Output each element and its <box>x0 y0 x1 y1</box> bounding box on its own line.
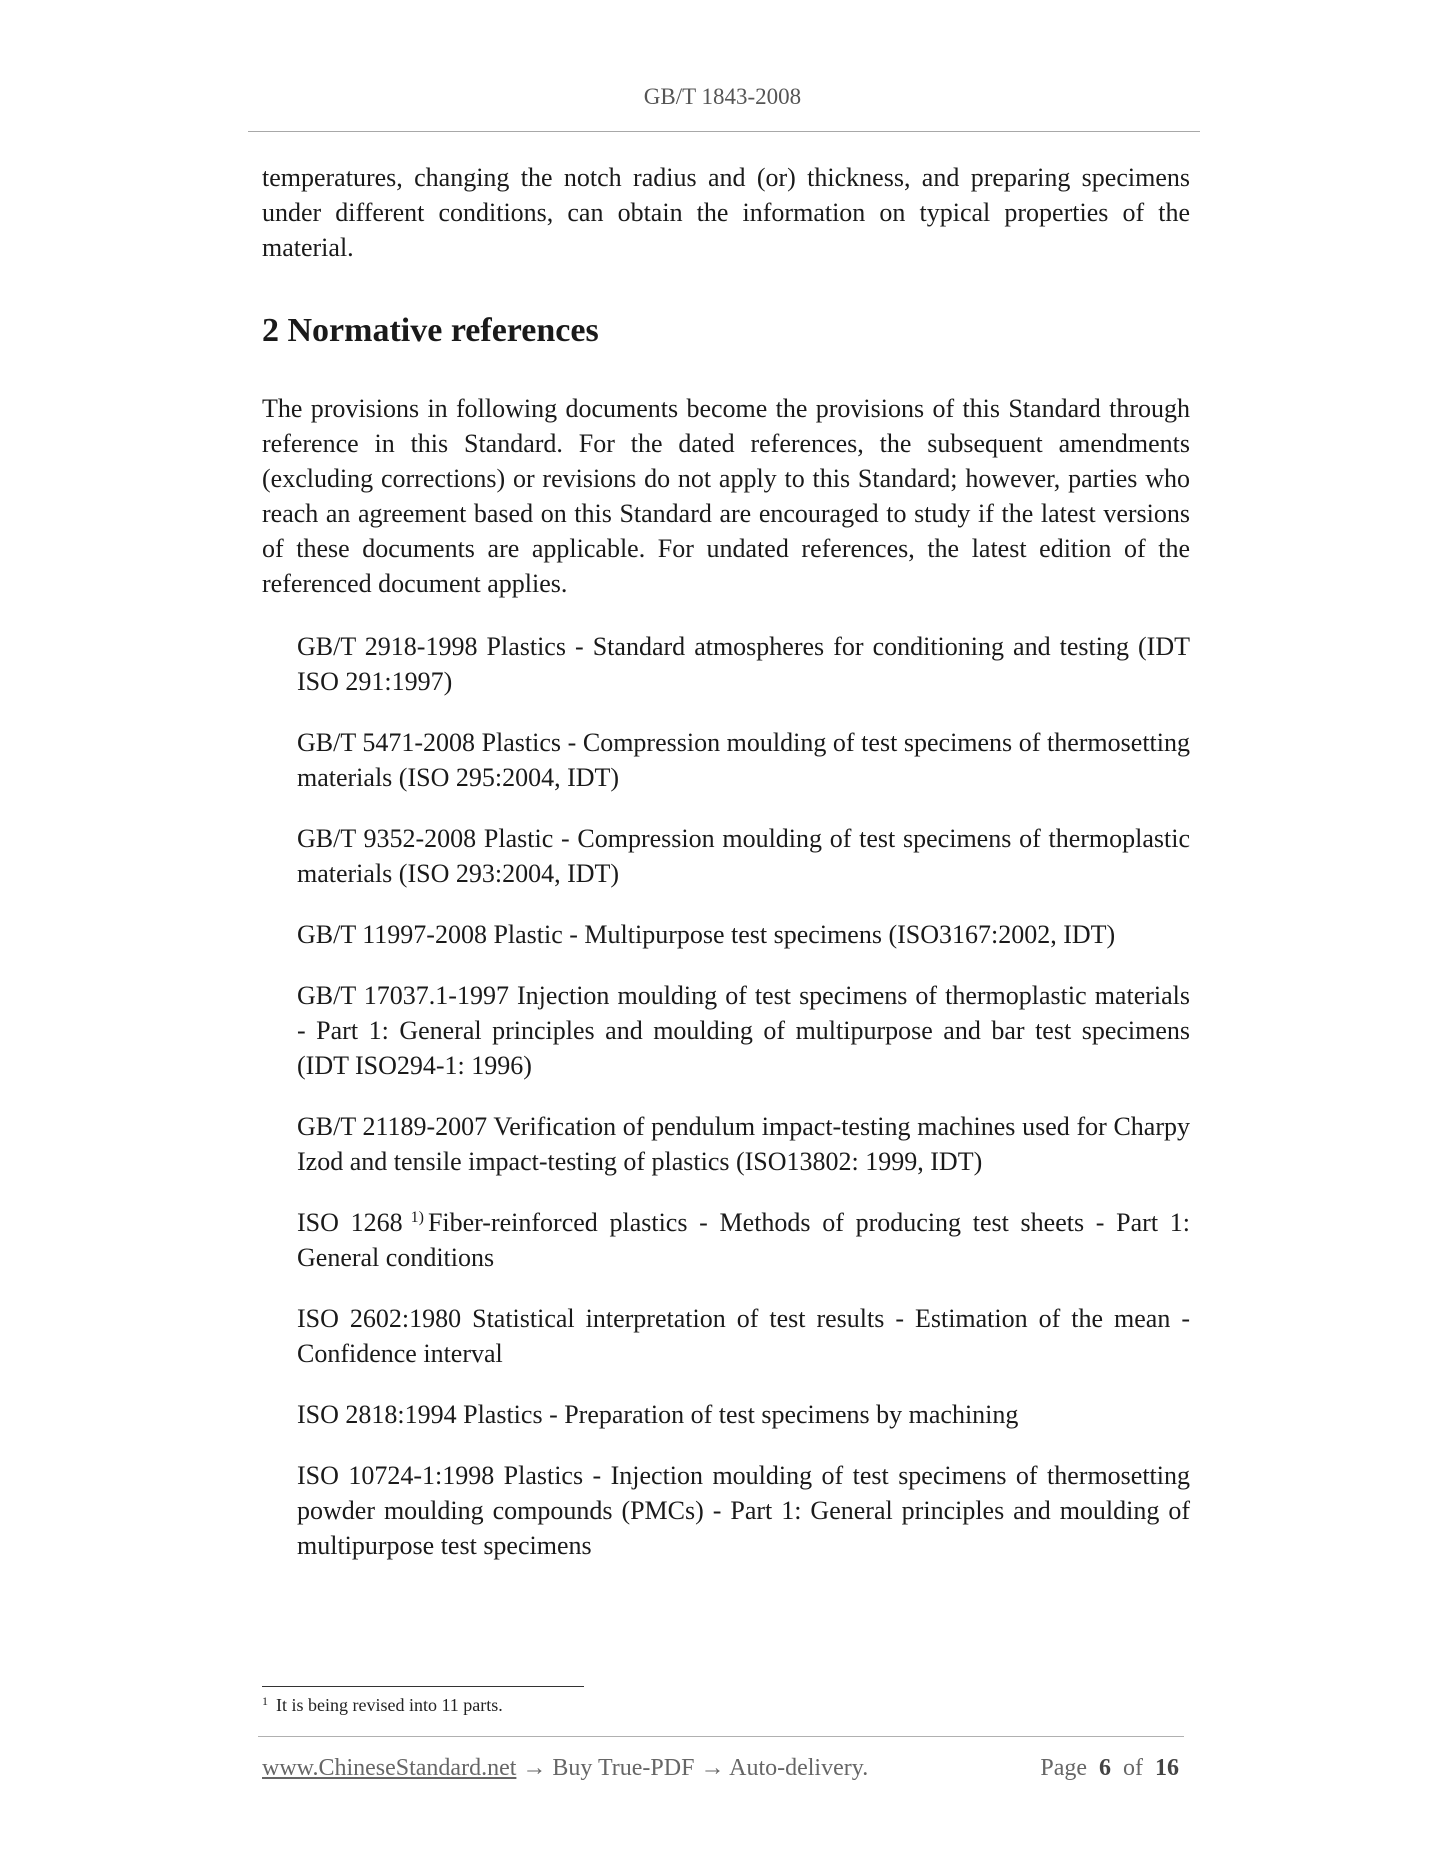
reference-item: GB/T 9352-2008 Plastic - Compression moulding of test specimens of thermoplastic materials (ISO 293:2004, IDT) <box>297 824 1190 888</box>
footer-promo <box>262 1755 868 1782</box>
reference-item: GB/T 2918-1998 Plastics - Standard atmospheres for conditioning and testing (IDT ISO 291:1997) <box>297 632 1190 696</box>
reference-item: GB/T 21189-2007 Verification of pendulum impact-testing machines used for Charpy Izod and tensile impact-testing of plastics (ISO13802: 1999, IDT) <box>297 1112 1190 1176</box>
reference-code: ISO 1268 <box>297 1208 403 1237</box>
section-heading: 2 Normative references <box>262 312 599 349</box>
footnote-divider <box>262 1686 584 1687</box>
page-body <box>262 160 1190 1589</box>
footnote-number: 1 <box>262 1694 268 1708</box>
website-link[interactable]: www.ChineseStandard.net <box>262 1755 517 1781</box>
footnote-text: It is being revised into 11 parts. <box>276 1695 503 1715</box>
page-current: 6 <box>1099 1755 1111 1781</box>
page-number <box>1040 1755 1179 1782</box>
reference-list <box>262 629 1190 1563</box>
reference-item: ISO 10724-1:1998 Plastics - Injection moulding of test specimens of thermosetting powder moulding compounds (PMCs) - Part 1: General principles and moulding of multipurpose test specimens <box>297 1461 1190 1560</box>
reference-item: GB/T 11997-2008 Plastic - Multipurpose test specimens (ISO3167:2002, IDT) <box>297 920 1116 949</box>
reference-item: ISO 2602:1980 Statistical interpretation of test results - Estimation of the mean - Confidence interval <box>297 1304 1190 1368</box>
page-header-title: GB/T 1843-2008 <box>643 84 802 109</box>
of-label: of <box>1123 1755 1143 1781</box>
page-label: Page <box>1040 1755 1087 1781</box>
footnote-marker: 1) <box>410 1209 424 1226</box>
intro-paragraph: temperatures, changing the notch radius and (or) thickness, and preparing specimens under different conditions, can obtain the information on typical properties of the material. <box>262 163 1190 262</box>
footer-divider <box>258 1736 1184 1737</box>
header-divider <box>248 131 1200 132</box>
reference-item: GB/T 17037.1-1997 Injection moulding of test specimens of thermoplastic materials - Part 1: General principles and moulding of multipurpose and bar test specimens (IDT ISO294-1: 1996) <box>297 981 1190 1080</box>
reference-item: GB/T 5471-2008 Plastics - Compression moulding of test specimens of thermosetting materials (ISO 295:2004, IDT) <box>297 728 1190 792</box>
reference-title: Fiber-reinforced plastics - Methods of producing test sheets - Part 1: General conditions <box>297 1208 1190 1272</box>
footnote <box>262 1694 503 1716</box>
reference-item <box>297 1205 1190 1275</box>
footer-promo-text: → Buy True-PDF → Auto-delivery. <box>516 1755 869 1781</box>
section-paragraph: The provisions in following documents become the provisions of this Standard through reference in this Standard. For the dated references, the subsequent amendments (excluding corrections) or revisions do not apply to this Standard; however, parties who reach an agreement based on this Standard are encouraged to study if the latest versions of these documents are applicable. For undated references, the latest edition of the referenced document applies. <box>262 394 1190 598</box>
reference-item: ISO 2818:1994 Plastics - Preparation of test specimens by machining <box>297 1400 1019 1429</box>
page-total: 16 <box>1155 1755 1179 1781</box>
